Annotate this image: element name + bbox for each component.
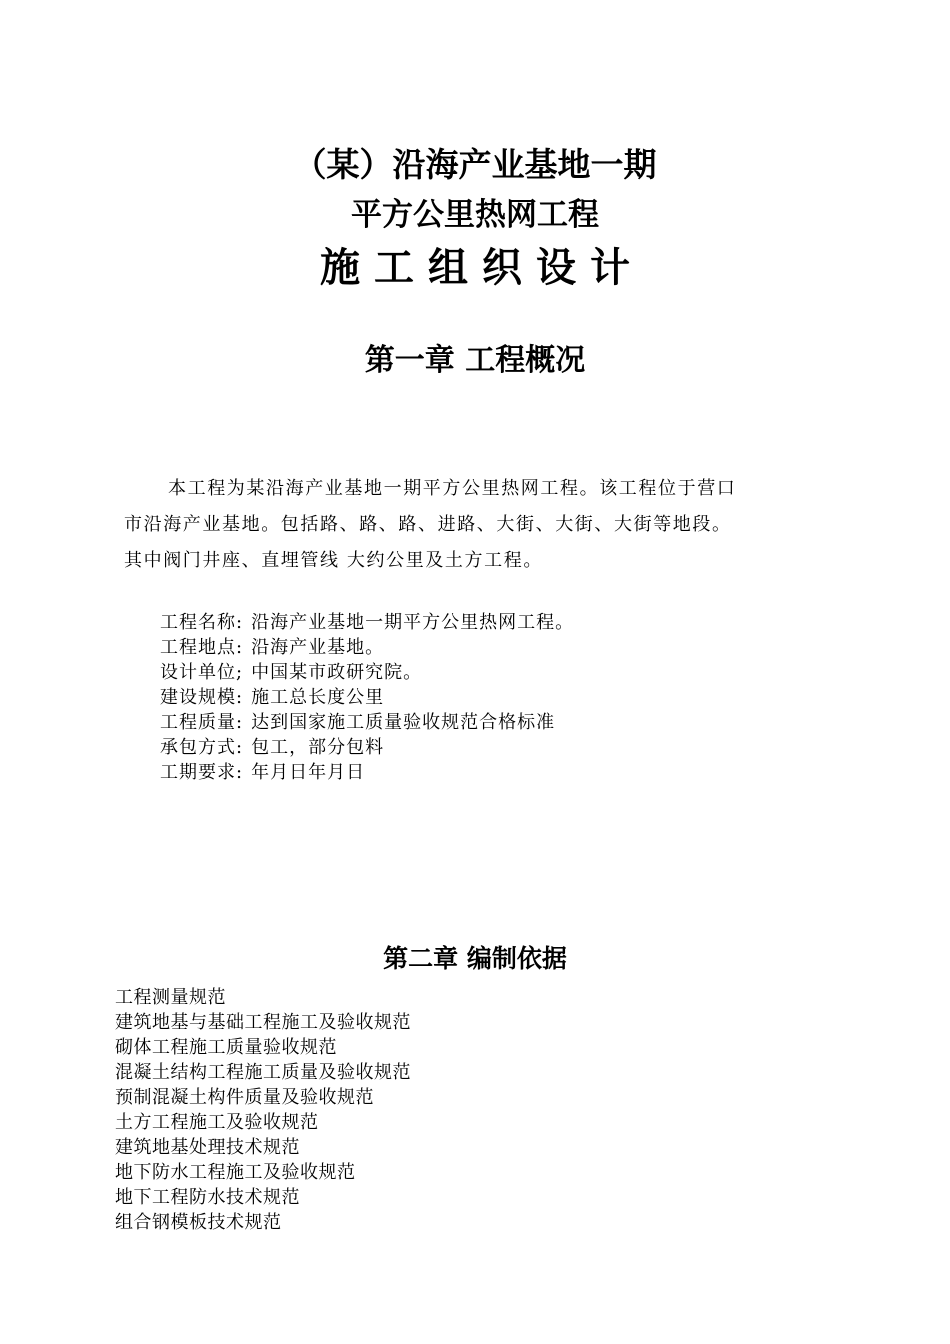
info-value: 达到国家施工质量验收规范合格标准 [251, 712, 556, 733]
list-item: 地下防水工程施工及验收规范 [115, 1162, 356, 1183]
list-item: 砌体工程施工质量验收规范 [115, 1037, 337, 1058]
chapter-1-heading: 第一章 工程概况 [364, 343, 586, 378]
info-label: 工程名称: [160, 612, 244, 633]
list-item: 工程测量规范 [115, 987, 226, 1008]
document-title-line-2: 平方公里热网工程 [351, 197, 599, 233]
info-value: 施工总长度公里 [251, 687, 385, 708]
info-value: 年月日年月日 [251, 762, 366, 783]
info-label: 建设规模: [160, 687, 244, 708]
info-row-schedule [160, 760, 574, 785]
document-title-line-1: （某）沿海产业基地一期 [293, 145, 657, 184]
intro-paragraph-line: 其中阀门井座、直埋管线 大约公里及土方工程。 [124, 550, 543, 571]
info-label: 设计单位; [160, 662, 244, 683]
info-label: 承包方式: [160, 737, 244, 758]
info-row-project-location [160, 635, 574, 660]
chapter-2-heading: 第二章 编制依据 [383, 944, 567, 973]
info-label: 工程地点: [160, 637, 244, 658]
document-title-line-3: 施工组织设计 [320, 245, 644, 291]
info-row-project-name [160, 610, 574, 635]
intro-paragraph-line: 市沿海产业基地。包括路、路、路、进路、大街、大街、大街等地段。 [124, 514, 732, 535]
list-item: 建筑地基与基础工程施工及验收规范 [115, 1012, 411, 1033]
info-row-contract-method [160, 735, 574, 760]
list-item: 地下工程防水技术规范 [115, 1187, 300, 1208]
info-value: 沿海产业基地。 [251, 637, 385, 658]
list-item: 土方工程施工及验收规范 [115, 1112, 319, 1133]
project-info-list [160, 610, 574, 785]
info-row-quality [160, 710, 574, 735]
intro-paragraph-line: 本工程为某沿海产业基地一期平方公里热网工程。该工程位于营口 [168, 478, 737, 499]
info-value: 沿海产业基地一期平方公里热网工程。 [251, 612, 575, 633]
info-row-design-unit [160, 660, 574, 685]
list-item: 建筑地基处理技术规范 [115, 1137, 300, 1158]
info-label: 工程质量: [160, 712, 244, 733]
list-item: 混凝土结构工程施工质量及验收规范 [115, 1062, 411, 1083]
info-row-construction-scale [160, 685, 574, 710]
compilation-basis-list [115, 985, 411, 1235]
list-item: 组合钢模板技术规范 [115, 1212, 282, 1233]
list-item: 预制混凝土构件质量及验收规范 [115, 1087, 374, 1108]
info-label: 工期要求: [160, 762, 244, 783]
info-value: 包工，部分包料 [251, 737, 385, 758]
info-value: 中国某市政研究院。 [251, 662, 423, 683]
